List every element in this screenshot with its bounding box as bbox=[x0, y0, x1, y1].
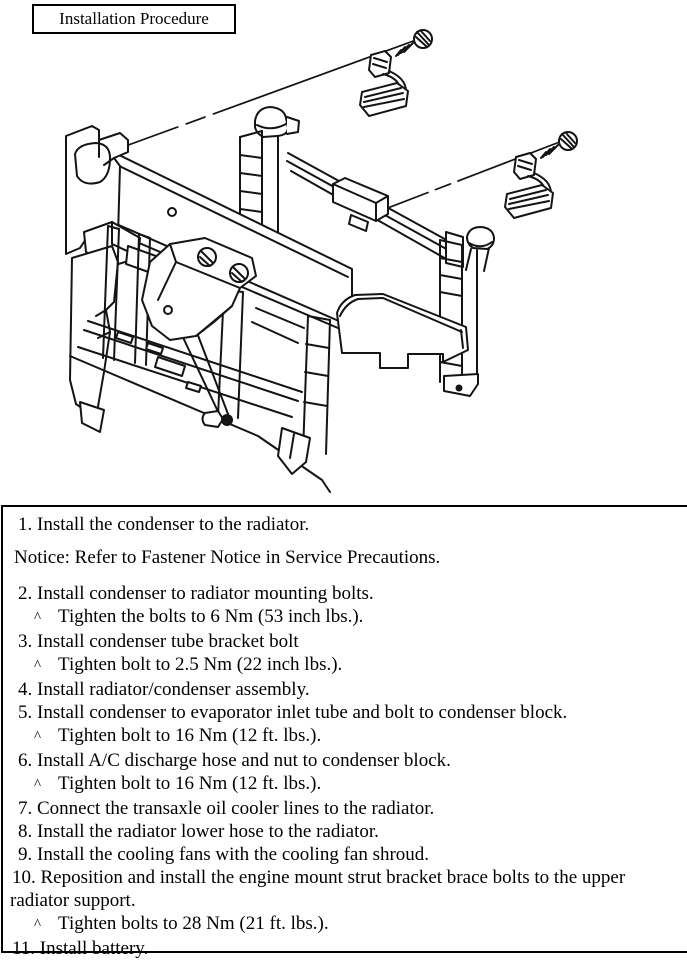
step-3: 3. Install condenser tube bracket bolt bbox=[18, 631, 299, 652]
step-7: 7. Connect the transaxle oil cooler lines to the radiator. bbox=[18, 798, 435, 819]
fastener-clip-right bbox=[505, 132, 577, 218]
radiator-lower-edge bbox=[252, 308, 304, 343]
step-10: 10. Reposition and install the engine mount strut bracket brace bolts to the upper bbox=[12, 867, 626, 888]
tube-bracket bbox=[333, 178, 388, 231]
step-6: 6. Install A/C discharge hose and nut to condenser block. bbox=[18, 750, 451, 771]
torque-note-step-2: ^ Tighten the bolts to 6 Nm (53 inch lbs.). bbox=[3, 605, 684, 630]
step-5: 5. Install condenser to evaporator inlet tube and bolt to condenser block. bbox=[18, 702, 568, 723]
step-10-continued: radiator support. bbox=[10, 890, 136, 911]
filler-neck bbox=[466, 227, 494, 271]
caret-marker: ^ bbox=[34, 658, 42, 674]
fastener-clip-top bbox=[360, 30, 432, 116]
mount-bracket bbox=[142, 238, 256, 340]
procedure-steps bbox=[1, 505, 687, 959]
caret-marker: ^ bbox=[34, 777, 42, 793]
torque-note-step-6: ^ Tighten bolt to 16 Nm (12 ft. lbs.). bbox=[3, 772, 684, 797]
step-2: 2. Install condenser to radiator mounting bolts. bbox=[18, 583, 374, 604]
torque-note-step-3: ^ Tighten bolt to 2.5 Nm (22 inch lbs.). bbox=[3, 653, 684, 678]
air-baffle-duct bbox=[337, 294, 468, 368]
step-9: 9. Install the cooling fans with the cooling fan shroud. bbox=[18, 844, 430, 865]
notice: Notice: Refer to Fastener Notice in Service Precautions. bbox=[14, 547, 441, 568]
mounting-bolt-2 bbox=[230, 264, 248, 282]
caret-marker: ^ bbox=[34, 917, 42, 933]
torque-note-step-5: ^ Tighten bolt to 16 Nm (12 ft. lbs.). bbox=[3, 724, 684, 749]
step-8: 8. Install the radiator lower hose to the radiator. bbox=[18, 821, 379, 842]
step-1: 1. Install the condenser to the radiator. bbox=[18, 514, 310, 535]
torque-note-step-10: ^ Tighten bolts to 28 Nm (21 ft. lbs.). bbox=[3, 912, 684, 937]
radiator-left-tank bbox=[240, 107, 299, 233]
step-4: 4. Install radiator/condenser assembly. bbox=[18, 679, 310, 700]
page-title: Installation Procedure bbox=[32, 4, 236, 34]
step-11: 11. Install battery. bbox=[12, 938, 149, 959]
mounting-bolt-1 bbox=[198, 248, 216, 266]
caret-marker: ^ bbox=[34, 610, 42, 626]
center-column bbox=[278, 316, 330, 474]
caret-marker: ^ bbox=[34, 729, 42, 745]
